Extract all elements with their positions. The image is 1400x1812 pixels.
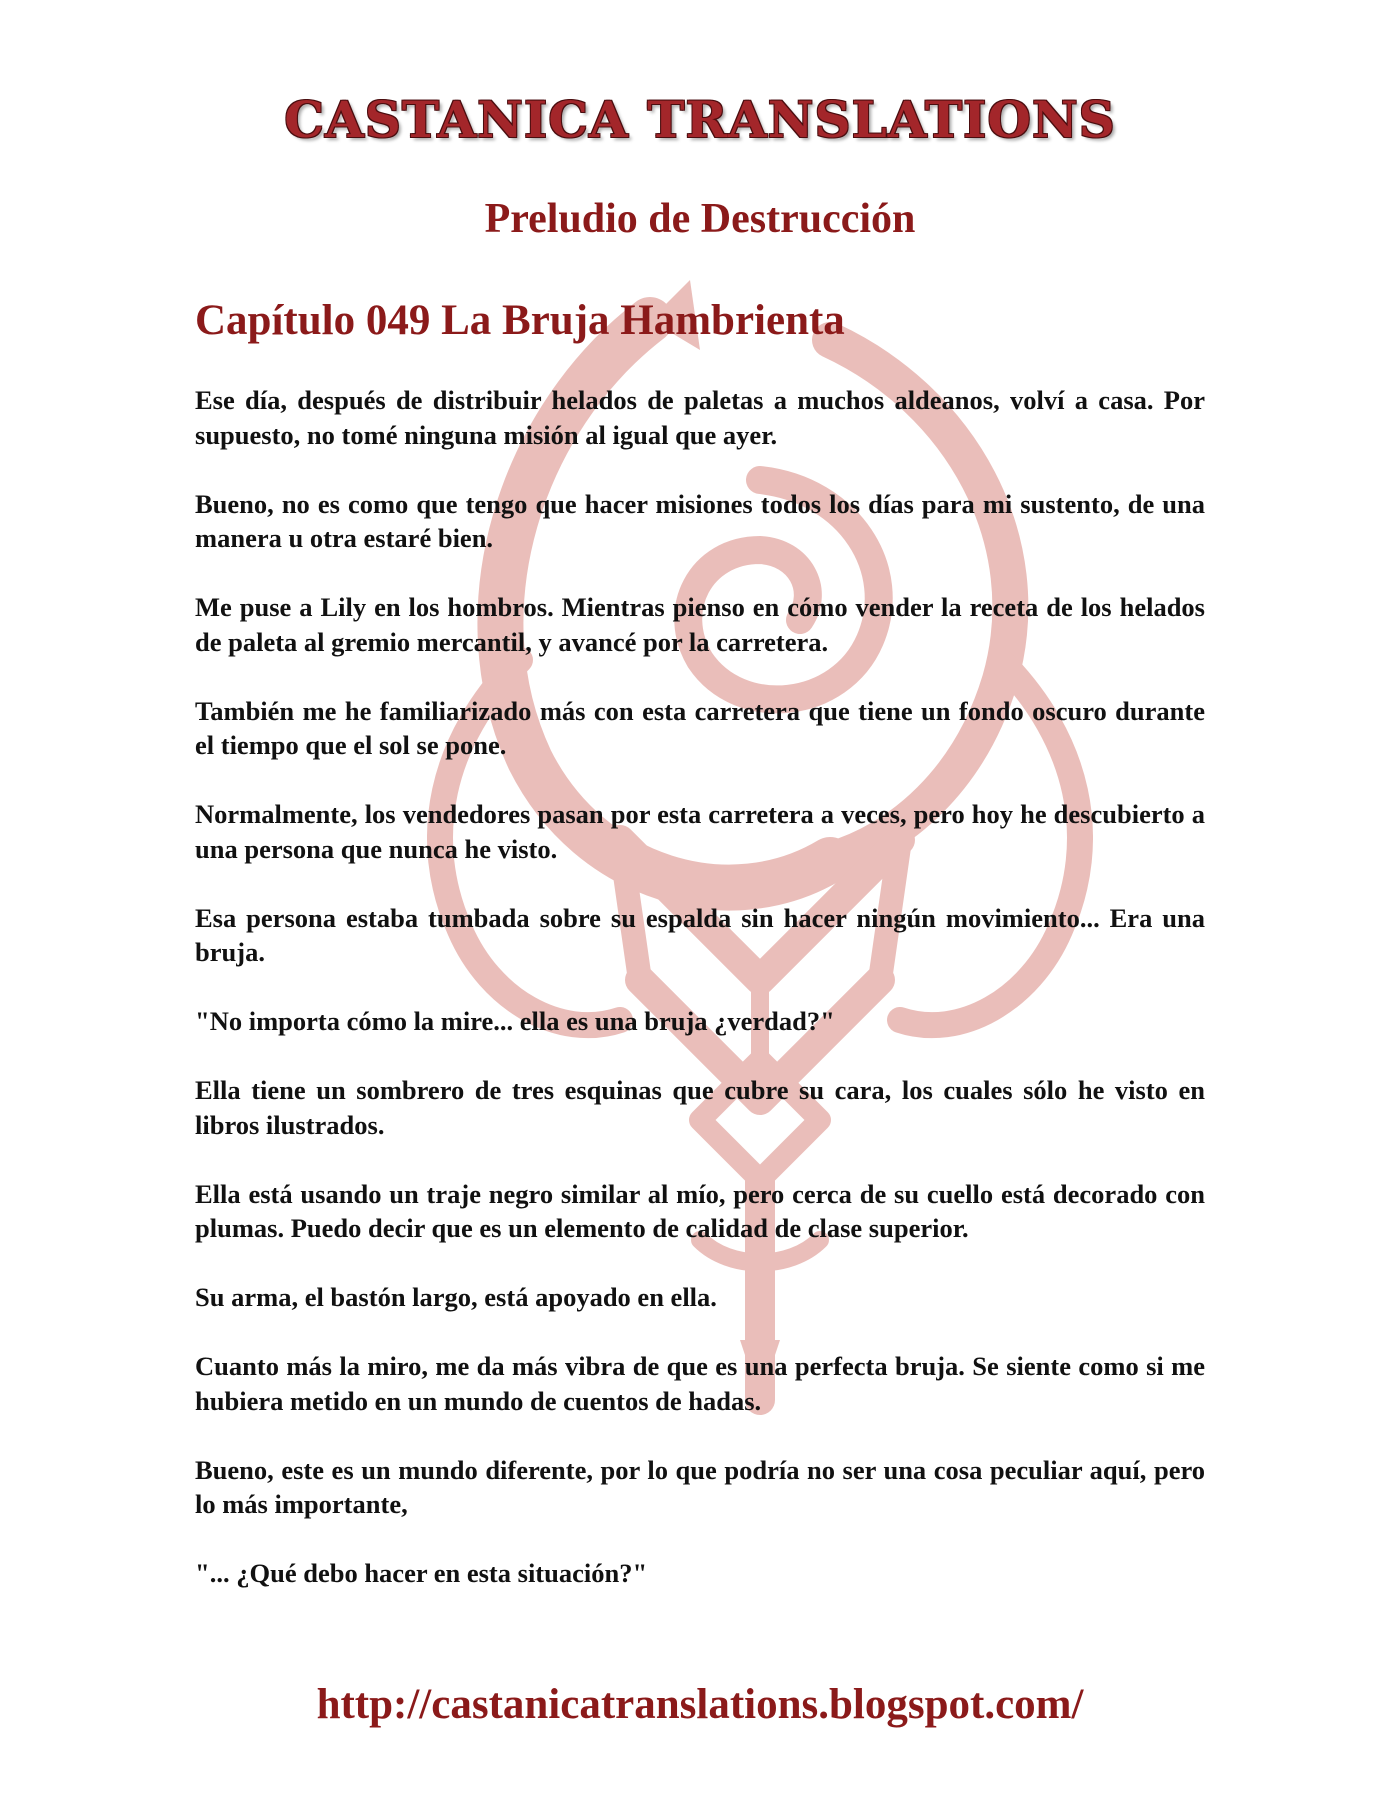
chapter-title: Capítulo 049 La Bruja Hambrienta [195,297,845,344]
paragraph: Normalmente, los vendedores pasan por esta carretera a veces, pero hoy he descubierto a una persona que nunca he visto. [195,799,1205,864]
chapter-body [195,383,1205,1625]
paragraph: Su arma, el bastón largo, está apoyado en ella. [195,1282,717,1312]
paragraph: Me puse a Lily en los hombros. Mientras pienso en cómo vender la receta de los helados de paleta al gremio mercantil, y avancé por la carretera. [195,592,1205,657]
paragraph: Cuanto más la miro, me da más vibra de que es una perfecta bruja. Se siente como si me hubiera metido en un mundo de cuentos de hadas. [195,1351,1205,1416]
paragraph: Esa persona estaba tumbada sobre su espalda sin hacer ningún movimiento... Era una bruja. [195,902,1205,967]
footer-url-link[interactable]: http://castanicatranslations.blogspot.com/ [316,1681,1084,1728]
paragraph: "... ¿Qué debo hacer en esta situación?" [195,1558,648,1588]
paragraph: Ese día, después de distribuir helados de paletas a muchos aldeanos, volví a casa. Por supuesto, no tomé ninguna misión al igual que ayer. [195,385,1205,450]
paragraph: Bueno, este es un mundo diferente, por lo que podría no ser una cosa peculiar aquí, pero lo más importante, [195,1454,1205,1519]
paragraph: También me he familiarizado más con esta carretera que tiene un fondo oscuro durante el tiempo que el sol se pone. [195,695,1205,760]
site-title: CASTANICA TRANSLATIONS [284,90,1116,149]
series-title: Preludio de Destrucción [484,196,916,242]
paragraph: Ella está usando un traje negro similar al mío, pero cerca de su cuello está decorado con plumas. Puedo decir que es un elemento de calidad de clase superior. [195,1178,1205,1243]
paragraph: Ella tiene un sombrero de tres esquinas que cubre su cara, los cuales sólo he visto en libros ilustrados. [195,1075,1205,1140]
paragraph: "No importa cómo la mire... ella es una bruja ¿verdad?" [195,1006,835,1036]
paragraph: Bueno, no es como que tengo que hacer misiones todos los días para mi sustento, de una manera u otra estaré bien. [195,488,1205,553]
